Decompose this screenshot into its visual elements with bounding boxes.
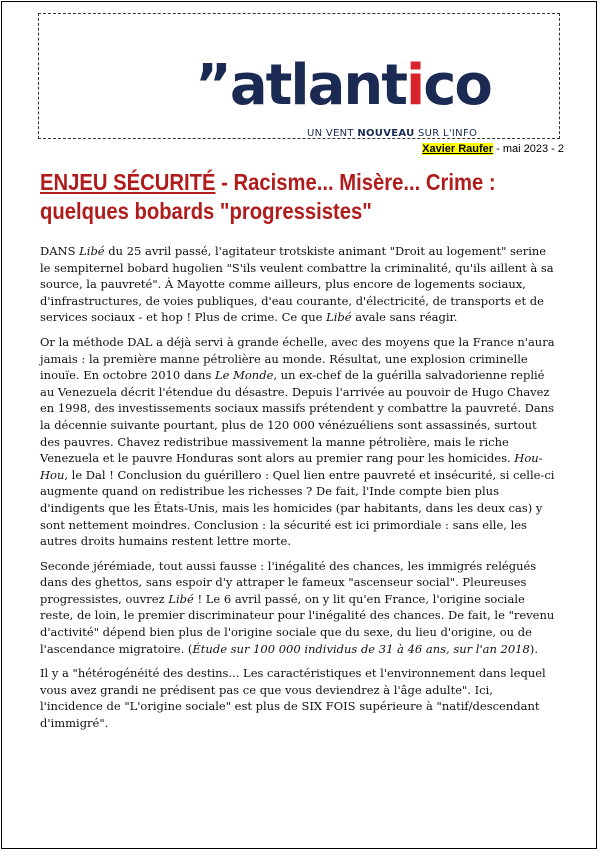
tagline-start: UN VENT (307, 128, 358, 139)
article-title (40, 168, 559, 226)
author-name: Xavier Raufer (422, 143, 494, 155)
title-line-2: quelques bobards "progressistes" (40, 198, 372, 224)
paragraph-2 (40, 334, 558, 550)
byline-date: - mai 2023 - 2 (493, 143, 564, 155)
logo-box (38, 13, 560, 139)
title-separator: - (215, 169, 234, 195)
atlantico-logo (195, 53, 495, 139)
p2-le-monde: Le Monde (215, 368, 274, 383)
p3-libe: Libé (168, 591, 194, 606)
p2-text-e: , le Dal ! Conclusion du guérillero : Quel lien entre pauvreté et insécurité, si celle-ci augmente quand on redistribue les richesses ? De fait, l'Inde compte bien plus d'indigents que les États-Unis, mais les homicides (par habitants, dans les deux cas) y sont nettement moindres. Conclusion : la sécurité est ici primordiale : sans elle, les autres droits humains restent lettre morte. (40, 467, 555, 549)
logo-quote-mark: ” (195, 53, 230, 118)
title-kicker: ENJEU SÉCURITÉ (40, 169, 216, 195)
p3-text-a: Seconde jérémiade, tout aussi fausse : l'inégalité des chances, les immigrés relégués dans des ghettos, sans espoir d'y attraper le fameux "ascenseur social". Pleureuses progressistes, ouvrez (40, 558, 537, 606)
p3-text-e: ). (529, 641, 538, 656)
title-text-1: Racisme... Misère... Crime : (233, 169, 496, 195)
logo-wordmark (195, 53, 491, 118)
p1-libe: Libé (79, 244, 105, 258)
logo-word-end: co (423, 53, 491, 118)
p2-hou-hou: Hou-Hou (40, 451, 543, 482)
paragraph-3 (40, 558, 558, 658)
p2-text-a: Or la méthode DAL a déjà servi à grande échelle, avec des moyens que la France n'aura jamais : la première manne pétrolière au monde. Résultat, une explosion criminelle inouïe. En octobre 2010 dans (40, 334, 555, 383)
p3-text-c: ! Le 6 avril passé, on y lit qu'en France, l'origine sociale reste, de loin, le premier discriminateur pour l'inégalité des chances. De fait, le "revenu d'activité" dépend bien plus de l'origine sociale que du sexe, du lieu d'origine, ou de l'ascendance migratoire. ( (40, 591, 555, 656)
p1-text-c: du 25 avril passé, l'agitateur trotskiste animant "Droit au logement" serine le sempiternel bobard hugolien "S'ils veulent combattre la criminalité, qu'ils aillent à sa source, la pauvreté". À Mayotte comme ailleurs, plus encore de logements sociaux, d'infrastructures, de voies publiques, d'eau courante, d'électricité, de transports et de services sociaux - et hop ! Plus de crime. Ce que (40, 244, 554, 325)
byline (422, 143, 564, 155)
paragraph-1 (40, 243, 558, 326)
p1-text-e: avale sans réagir. (351, 310, 458, 325)
tagline-bold: NOUVEAU (357, 128, 415, 139)
logo-word-start: atlant (229, 53, 406, 118)
logo-tagline (307, 128, 477, 139)
article-body (40, 243, 558, 740)
p1-libe-2: Libé (326, 310, 352, 325)
tagline-end: SUR L'INFO (414, 128, 478, 139)
title-line-1 (40, 168, 559, 197)
p1-text-a: DANS (40, 244, 80, 258)
logo-red-i: i (406, 53, 424, 118)
p3-study-note: Étude sur 100 000 individus de 31 à 46 ans, sur l'an 2018 (192, 641, 530, 656)
paragraph-4 (40, 665, 558, 731)
p4-text: Il y a "hétérogénéité des destins... Les caractéristiques et l'environnement dans lequel vous avez grandi ne prédisent pas ce que vous deviendrez à l'âge adulte". Ici, l'incidence de "L'origine sociale" est plus de SIX FOIS supérieure à "natif/descendant d'immigré". (40, 666, 546, 731)
p2-text-c: , un ex-chef de la guérilla salvadorienne replié au Venezuela décrit l'étendue du désastre. Depuis l'arrivée au pouvoir de Hugo Chavez en 1998, des investissements sociaux massifs prétendent y combattre la pauvreté. Dans la décennie suivante pourtant, plus de 120 000 vénézuéliens sont assassinés, surtout des pauvres. Chavez redistribue massivement la manne pétrolière, mais le riche Venezuela et le pauvre Honduras sont alors au premier rang pour les homicides. (40, 368, 554, 466)
